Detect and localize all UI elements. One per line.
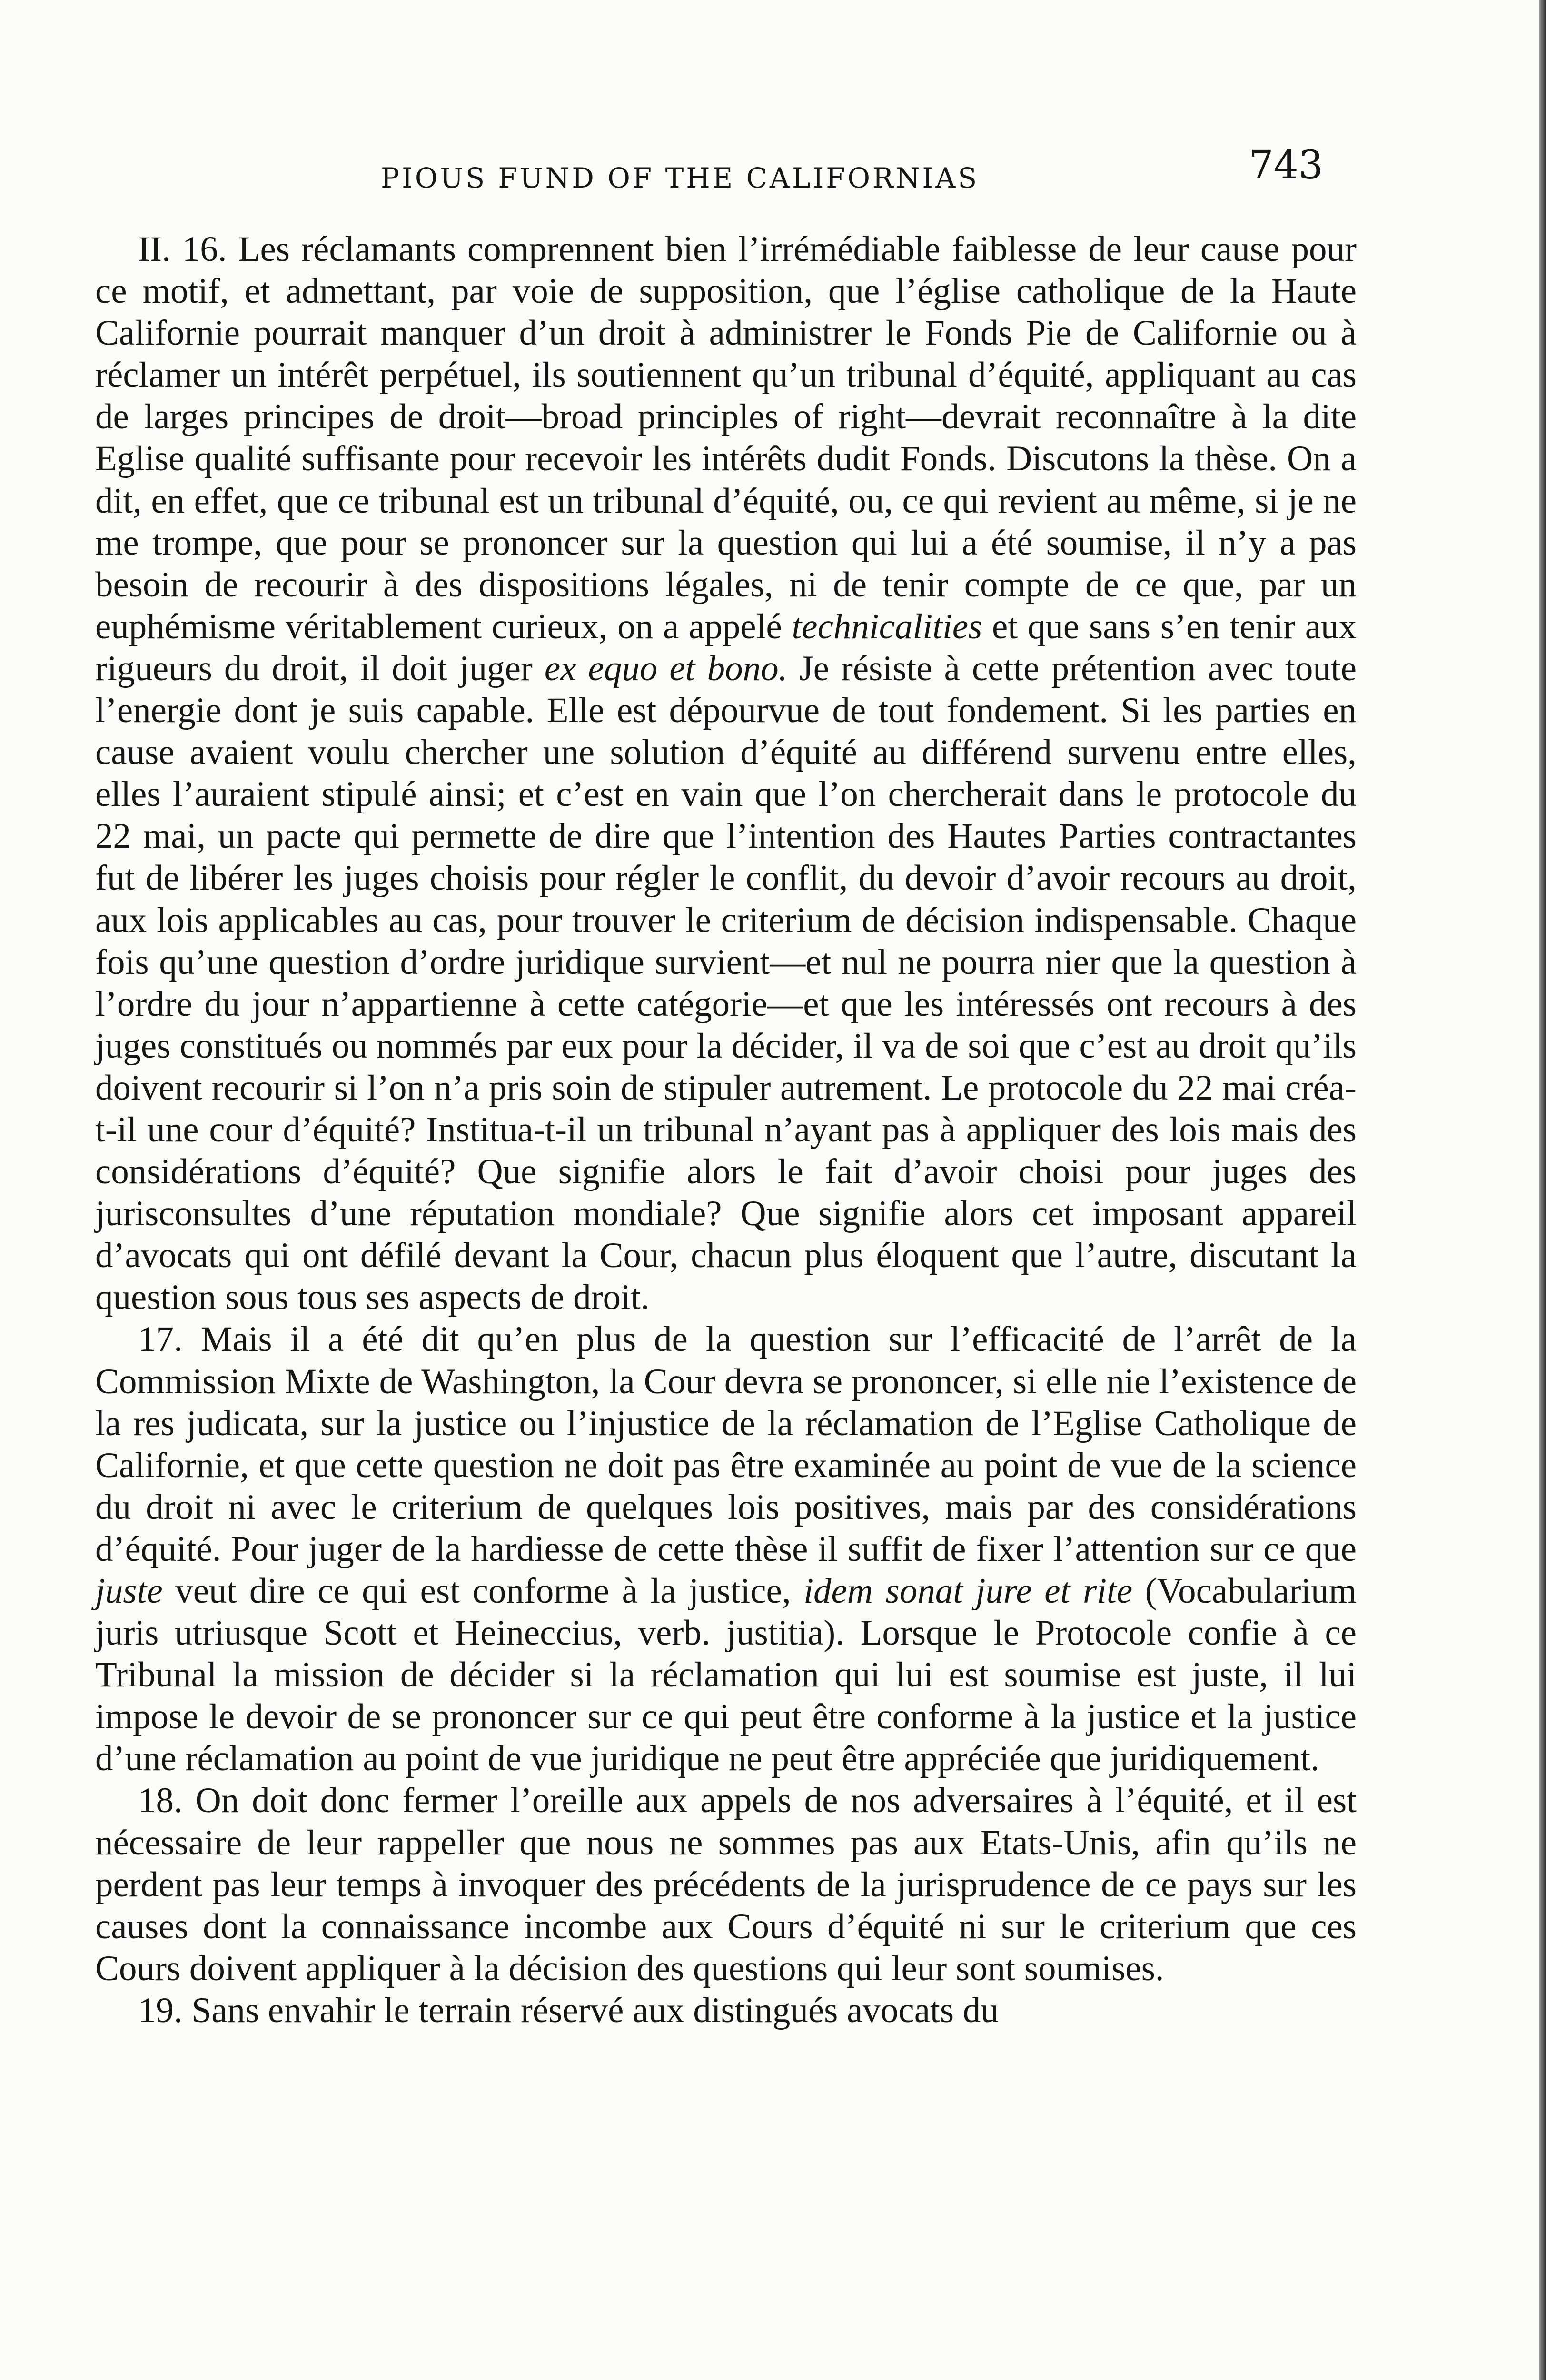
text-span: Je résiste à cette prétention avec toute l’energie dont je suis capable. Elle est dépourvue de tout fondement. Si les parties en cause avaient voulu chercher une solution d’équité au différend survenu entre elles, elles l’auraient stipulé ainsi; et c’est en vain que l’on chercherait dans le protocole du 22 mai, un pacte qui permette de dire que l’intention des Hautes Parties contractantes fut de libérer les juges choisis pour régler le conflit, du devoir d’avoir recours au droit, aux lois applicables au cas, pour trouver le criterium de décision indispensable. Chaque fois qu’une question d’ordre juridique survient—et nul ne pourra nier que la question à l’ordre du jour n’appartienne à cette catégorie—et que les intéressés ont recours à des juges constitués ou nommés par eux pour la décider, il va de soi que c’est au droit qu’ils doivent recourir si l’on n’a pris soin de stipuler autrement. Le protocole du 22 mai créa-t-il une cour d’équité? Institua-t-il un tribunal n’ayant pas à appliquer des lois mais des considérations d’équité? Que signifie alors le fait d’avoir choisi pour juges des jurisconsultes d’une réputation mondiale? Que signifie alors cet imposant appareil d’avocats qui ont défilé devant la Cour, chacun plus éloquent que l’autre, discutant la question sous tous ses aspects de droit. <box>95 648 1357 1318</box>
italic-term: ex equo et bono. <box>544 648 788 688</box>
body-text <box>95 228 1357 2380</box>
paragraph-16 <box>95 228 1357 1319</box>
italic-term: idem sonat jure et rite <box>803 1571 1133 1611</box>
text-span: 19. Sans envahir le terrain réservé aux distingués avocats du <box>138 1990 999 2030</box>
paragraph-18 <box>95 1780 1357 1989</box>
paragraph-19 <box>95 1990 1357 2032</box>
paragraph-17 <box>95 1319 1357 1780</box>
text-span: (Vocabularium juris utriusque Scott et Heineccius, verb. justitia). Lorsque le Protocole confie à ce Tribunal la mission de décider si la réclamation qui lui est soumise est juste, il lui impose le devoir de se prononcer sur ce qui peut être conforme à la justice et la justice d’une réclamation au point de vue juridique ne peut être appréciée que juridiquement. <box>95 1571 1357 1779</box>
italic-term: technicalities <box>792 606 982 646</box>
italic-term: juste <box>95 1571 163 1611</box>
text-span: II. 16. Les réclamants comprennent bien l’irrémédiable faiblesse de leur cause pour ce motif, et admettant, par voie de supposition, que l’église catholique de la Haute Californie pourrait manquer d’un droit à administrer le Fonds Pie de Californie ou à réclamer un intérêt perpétuel, ils soutiennent qu’un tribunal d’équité, appliquant au cas de larges principes de droit—broad principles of right—devrait reconnaître à la dite Eglise qualité suffisante pour recevoir les intérêts dudit Fonds. Discutons la thèse. On a dit, en effet, que ce tribunal est un tribunal d’équité, ou, ce qui revient au même, si je ne me trompe, que pour se prononcer sur la question qui lui a été soumise, il n’y a pas besoin de recourir à des dispositions légales, ni de tenir compte de ce que, par un euphémisme véritablement curieux, on a appelé <box>95 229 1357 646</box>
page-header <box>95 143 1333 200</box>
page-number: 743 <box>1249 143 1323 188</box>
text-span: veut dire ce qui est conforme à la justice, <box>162 1571 804 1611</box>
text-span: 18. On doit donc fermer l’oreille aux appels de nos adversaires à l’équité, et il est nécessaire de leur rappeller que nous ne sommes pas aux Etats-Unis, afin qu’ils ne perdent pas leur temps à invoquer des précédents de la jurisprudence de ce pays sur les causes dont la connaissance incombe aux Cours d’équité ni sur le criterium que ces Cours doivent appliquer à la décision des questions qui leur sont soumises. <box>95 1781 1357 1988</box>
running-title: PIOUS FUND OF THE CALIFORNIAS <box>381 162 980 194</box>
page-binding-edge <box>1539 0 1546 2380</box>
text-span: et que sans s’en tenir aux rigueurs du droit, il doit juger <box>95 606 1357 688</box>
text-span: 17. Mais il a été dit qu’en plus de la question sur l’efficacité de l’arrêt de la Commission Mixte de Washington, la Cour devra se prononcer, si elle nie l’existence de la res judicata, sur la justice ou l’injustice de la réclamation de l’Eglise Catholique de Californie, et que cette question ne doit pas être examinée au point de vue de la science du droit ni avec le criterium de quelques lois positives, mais par des considérations d’équité. Pour juger de la hardiesse de cette thèse il suffit de fixer l’attention sur ce que <box>95 1319 1357 1569</box>
